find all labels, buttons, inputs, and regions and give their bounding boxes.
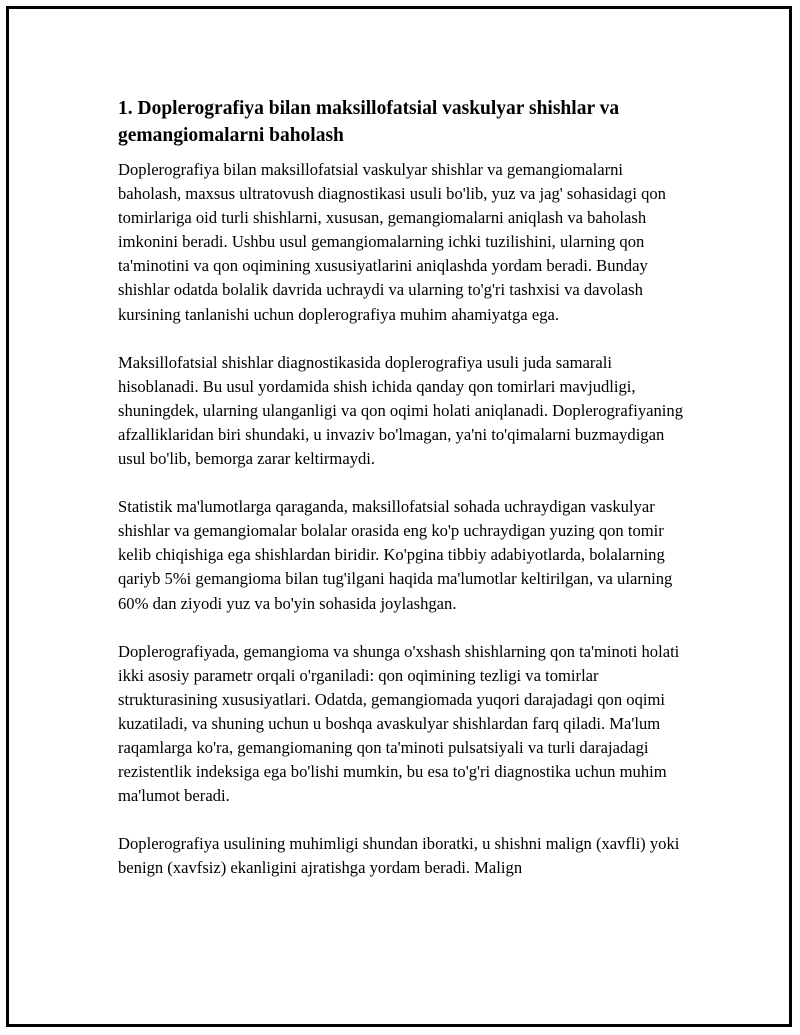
document-body bbox=[118, 95, 684, 904]
paragraph-intro: Doplerografiya bilan maksillofatsial vaskulyar shishlar va gemangiomalarni baholash, maxsus ultratovush diagnostikasi usuli bo'lib, yuz va jag' sohasidagi qon tomirlariga oid turli shishlarni, xususan, gemangiomalarni aniqlash va baholash imkonini beradi. Ushbu usul gemangiomalarning ichki tuzilishini, ularning qon ta'minotini va qon oqimining xususiyatlarini aniqlashda yordam beradi. Bunday shishlar odatda bolalik davrida uchraydi va ularning to'g'ri tashxisi va davolash kursining tanlanishi uchun doplerografiya muhim ahamiyatga ega. bbox=[118, 160, 666, 324]
paragraph-malign-benign: Doplerografiya usulining muhimligi shundan iboratki, u shishni malign (xavfli) yoki benign (xavfsiz) ekanligini ajratishga yordam beradi. Malign bbox=[118, 834, 680, 878]
paragraph-diagnostics: Maksillofatsial shishlar diagnostikasida doplerografiya usuli juda samarali hisoblanadi. Bu usul yordamida shish ichida qanday qon tomirlari mavjudligi, shuningdek, ularning ulanganligi va qon oqimi holati aniqlanadi. Doplerografiyaning afzalliklaridan biri shundaki, u invaziv bo'lmagan, ya'ni to'qimalarni buzmaydigan usul bo'lib, bemorga zarar keltirmaydi. bbox=[118, 352, 683, 469]
paragraph-statistics: Statistik ma'lumotlarga qaraganda, maksillofatsial sohada uchraydigan vaskulyar shishlar va gemangiomalar bolalar orasida eng ko'p uchraydigan yuzing qon tomir kelib chiqishiga ega shishlardan biridir. Ko'pgina tibbiy adabiyotlarda, bolalarning qariyb 5%i gemangioma bilan tug'ilgani haqida ma'lumotlar keltirilgan, va ularning 60% dan ziyodi yuz va bo'yin sohasida joylashgan. bbox=[118, 497, 673, 613]
section-heading: 1. Doplerografiya bilan maksillofatsial vaskulyar shishlar va gemangiomalarni baholash bbox=[118, 98, 620, 146]
paragraph-parameters: Doplerografiyada, gemangioma va shunga o'xshash shishlarning qon ta'minoti holati ikki asosiy parametr orqali o'rganiladi: qon oqimining tezligi va tomirlar strukturasining xususiyatlari. Odatda, gemangiomada yuqori darajadagi qon oqimi kuzatiladi, va shuning uchun u boshqa avaskulyar shishlardan farq qiladi. Ma'lum raqamlarga ko'ra, gemangiomaning qon ta'minoti pulsatsiyali va turli darajadagi rezistentlik indeksiga ega bo'lishi mumkin, bu esa to'g'ri diagnostika uchun muhim ma'lumot beradi. bbox=[118, 641, 680, 806]
